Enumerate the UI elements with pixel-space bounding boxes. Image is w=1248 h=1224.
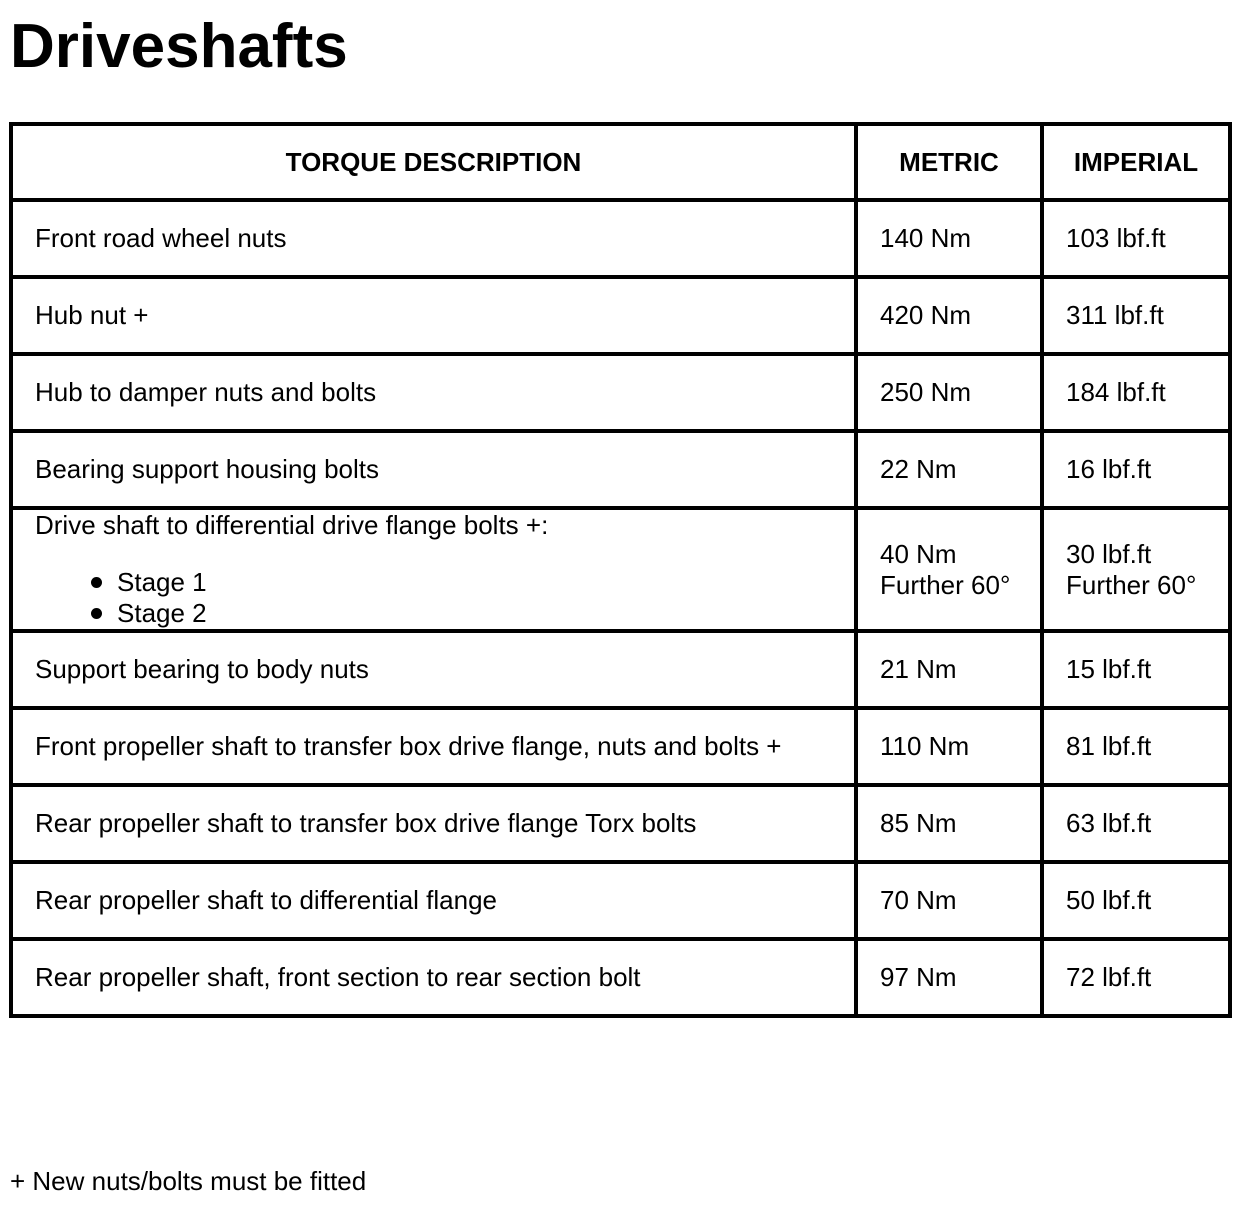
table-row [11, 200, 1230, 277]
row-metric: 250 Nm [856, 354, 1042, 431]
row-metric: 70 Nm [856, 862, 1042, 939]
stage-item: Stage 2 [97, 598, 854, 629]
row-metric: 22 Nm [856, 431, 1042, 508]
metric-stage-value: 40 Nm [880, 538, 957, 569]
metric-stage-value: Further 60° [880, 569, 1011, 600]
row-description: Front propeller shaft to transfer box drive flange, nuts and bolts + [11, 708, 856, 785]
row-imperial [1042, 508, 1230, 631]
table-header-row [11, 124, 1230, 200]
row-imperial: 63 lbf.ft [1042, 785, 1230, 862]
imperial-stage-value: Further 60° [1066, 569, 1197, 600]
table-row [11, 431, 1230, 508]
imperial-stage-value: 30 lbf.ft [1066, 538, 1152, 569]
row-imperial: 15 lbf.ft [1042, 631, 1230, 708]
row-imperial: 81 lbf.ft [1042, 708, 1230, 785]
row-imperial: 72 lbf.ft [1042, 939, 1230, 1016]
row-metric: 21 Nm [856, 631, 1042, 708]
row-metric [856, 508, 1042, 631]
table-row [11, 939, 1230, 1016]
table-row [11, 631, 1230, 708]
column-header-metric: METRIC [856, 124, 1042, 200]
torque-table [9, 122, 1232, 1018]
row-description: Rear propeller shaft to differential flange [11, 862, 856, 939]
column-header-imperial: IMPERIAL [1042, 124, 1230, 200]
row-metric: 110 Nm [856, 708, 1042, 785]
row-description: Rear propeller shaft to transfer box drive flange Torx bolts [11, 785, 856, 862]
row-imperial: 311 lbf.ft [1042, 277, 1230, 354]
row-imperial: 184 lbf.ft [1042, 354, 1230, 431]
row-imperial: 103 lbf.ft [1042, 200, 1230, 277]
column-header-description: TORQUE DESCRIPTION [11, 124, 856, 200]
table-row [11, 708, 1230, 785]
stage-list [35, 567, 854, 629]
page-title: Driveshafts [10, 12, 348, 81]
table-row [11, 354, 1230, 431]
row-description: Support bearing to body nuts [11, 631, 856, 708]
row-description: Hub nut + [11, 277, 856, 354]
row-description: Hub to damper nuts and bolts [11, 354, 856, 431]
table-row [11, 277, 1230, 354]
row-metric: 85 Nm [856, 785, 1042, 862]
table-row [11, 785, 1230, 862]
row-description: Rear propeller shaft, front section to rear section bolt [11, 939, 856, 1016]
row-metric: 140 Nm [856, 200, 1042, 277]
row-description [11, 508, 856, 631]
stage-item: Stage 1 [97, 567, 854, 598]
row-description-text: Drive shaft to differential drive flange bolts +: [35, 510, 549, 540]
table-row-staged [11, 508, 1230, 631]
row-metric: 420 Nm [856, 277, 1042, 354]
row-description: Front road wheel nuts [11, 200, 856, 277]
row-imperial: 50 lbf.ft [1042, 862, 1230, 939]
table-row [11, 862, 1230, 939]
row-imperial: 16 lbf.ft [1042, 431, 1230, 508]
footnote: + New nuts/bolts must be fitted [10, 1166, 367, 1196]
row-description: Bearing support housing bolts [11, 431, 856, 508]
row-metric: 97 Nm [856, 939, 1042, 1016]
